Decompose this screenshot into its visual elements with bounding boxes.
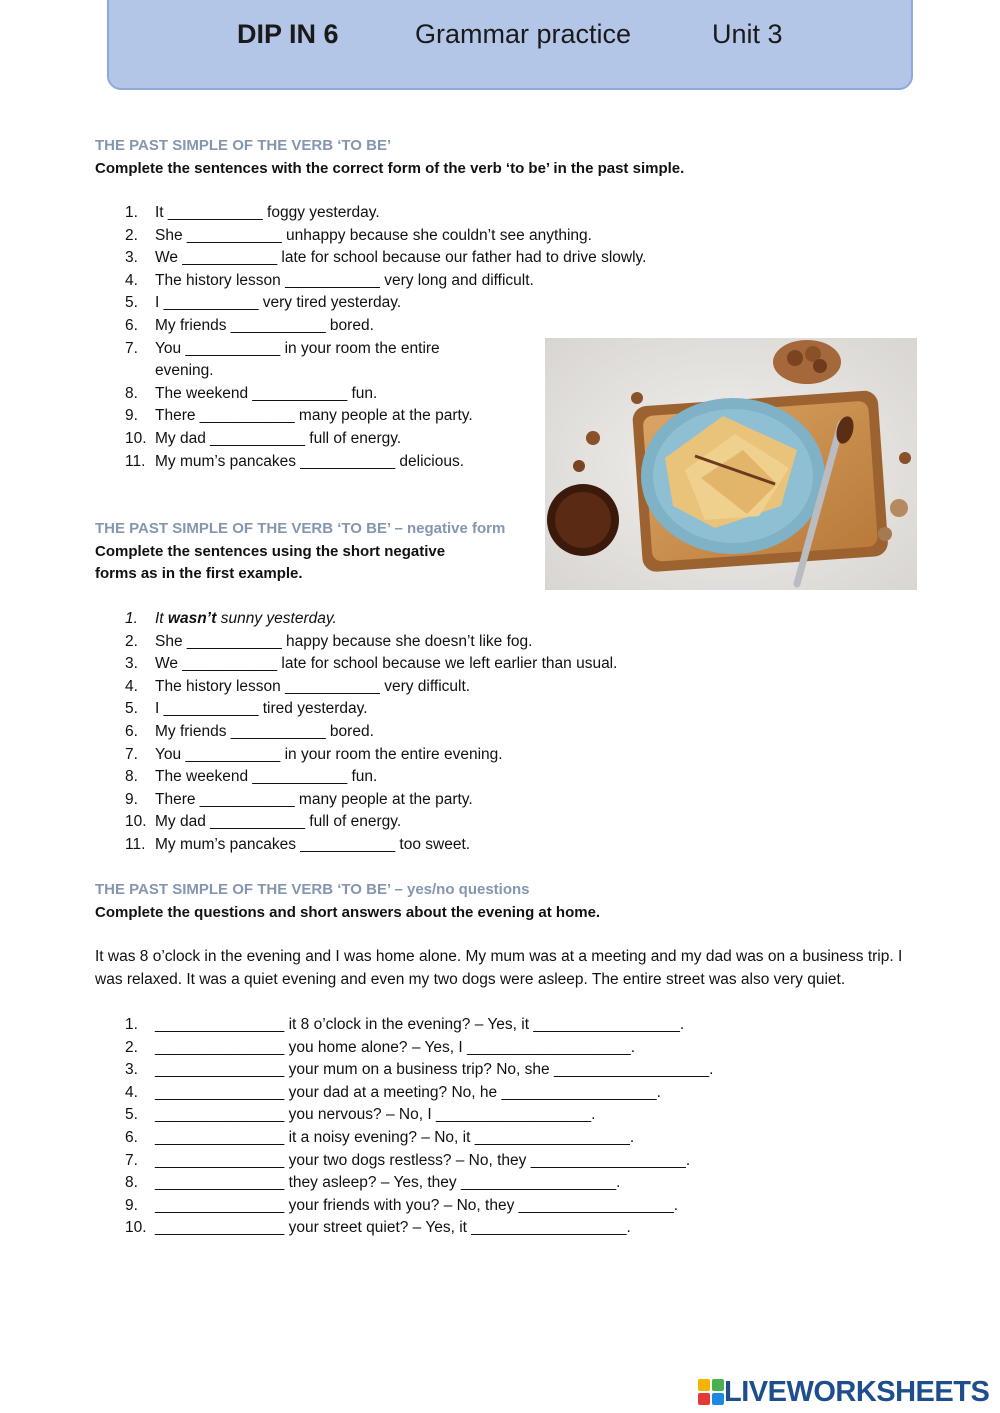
liveworksheets-logo[interactable]: [698, 1375, 989, 1409]
section2-instruction-line1: Complete the sentences using the short negative: [95, 543, 446, 560]
liveworksheets-logo-icon: [698, 1379, 724, 1405]
list-item: 9. There ___________ many people at the party.: [125, 790, 473, 808]
list-item: 3. We ___________ late for school because our father had to drive slowly.: [125, 249, 647, 267]
list-item: 1. It ___________ foggy yesterday.: [125, 204, 380, 221]
brand-name: LIVEWORKSHEETS: [724, 1375, 990, 1408]
list-item: 4. The history lesson ___________ very difficult.: [125, 677, 471, 695]
unit-label: Unit 3: [712, 19, 783, 49]
list-item: 11. My mum’s pancakes ___________ too sweet.: [125, 835, 471, 853]
list-item: 1. _______________ it 8 o’clock in the evening? – Yes, it _________________.: [125, 1016, 685, 1033]
course-code: DIP IN 6: [237, 19, 339, 49]
list-item: 7. You ___________ in your room the entire evening.: [125, 745, 503, 763]
list-item: 6. My friends ___________ bored.: [125, 722, 374, 740]
list-item: 6. _______________ it a noisy evening? – No, it __________________.: [125, 1128, 635, 1146]
list-item: 7. _______________ your two dogs restless? – No, they __________________.: [125, 1151, 691, 1169]
list-item: 11. My mum’s pancakes ___________ delicious.: [125, 452, 465, 470]
section2-list: [125, 608, 617, 857]
section2-title: THE PAST SIMPLE OF THE VERB ‘TO BE’ – negative form: [95, 520, 506, 537]
list-item: 5. I ___________ very tired yesterday.: [125, 294, 402, 312]
list-item: 4. The history lesson ___________ very long and difficult.: [125, 271, 534, 289]
section1-title: THE PAST SIMPLE OF THE VERB ‘TO BE’: [95, 137, 392, 154]
section3-paragraph: It was 8 o’clock in the evening and I was home alone. My mum was at a meeting and my dad was on a business trip. I was relaxed. It was a quiet evening and even my two dogs were asleep. The entire street was also very quiet.: [95, 948, 903, 988]
list-item: 2. She ___________ unhappy because she couldn’t see anything.: [125, 226, 592, 244]
list-item: 10. My dad ___________ full of energy.: [125, 813, 402, 831]
list-item: 10. _______________ your street quiet? – Yes, it __________________.: [125, 1219, 631, 1237]
list-item: 4. _______________ your dad at a meeting? No, he __________________.: [125, 1083, 661, 1101]
list-item: 9. _______________ your friends with you? – No, they __________________.: [125, 1196, 679, 1214]
section1-instruction: Complete the sentences with the correct form of the verb ‘to be’ in the past simple.: [95, 160, 685, 177]
worksheet-header: [107, 0, 913, 90]
pancakes-photo: [545, 338, 917, 590]
list-item: 2. _______________ you home alone? – Yes, I ___________________.: [125, 1038, 636, 1056]
list-item: 8. The weekend ___________ fun.: [125, 384, 378, 402]
list-item: 5. I ___________ tired yesterday.: [125, 700, 368, 718]
list-item: 3. We ___________ late for school because we left earlier than usual.: [125, 655, 618, 673]
list-item: 8. _______________ they asleep? – Yes, they __________________.: [125, 1174, 621, 1192]
list-item: 6. My friends ___________ bored.: [125, 316, 374, 334]
pancakes-illustration: [545, 338, 917, 590]
section3-instruction: Complete the questions and short answers about the evening at home.: [95, 904, 601, 921]
worksheet-title: Grammar practice: [415, 19, 632, 49]
section2-instruction-line2: forms as in the first example.: [95, 565, 303, 582]
list-item: 9. There ___________ many people at the party.: [125, 407, 473, 425]
list-item: 2. She ___________ happy because she doesn’t like fog.: [125, 632, 533, 650]
list-item: 7. You ___________ in your room the entire evening.: [125, 339, 440, 380]
section3-list: [125, 1014, 713, 1240]
section3-title: THE PAST SIMPLE OF THE VERB ‘TO BE’ – yes/no questions: [95, 881, 530, 898]
example-item: 1. It wasn’t sunny yesterday.: [125, 610, 337, 627]
list-item: 3. _______________ your mum on a business trip? No, she __________________.: [125, 1061, 714, 1079]
list-item: 8. The weekend ___________ fun.: [125, 768, 378, 786]
list-item: 5. _______________ you nervous? – No, I __________________.: [125, 1106, 596, 1124]
list-item: 10. My dad ___________ full of energy.: [125, 429, 402, 447]
